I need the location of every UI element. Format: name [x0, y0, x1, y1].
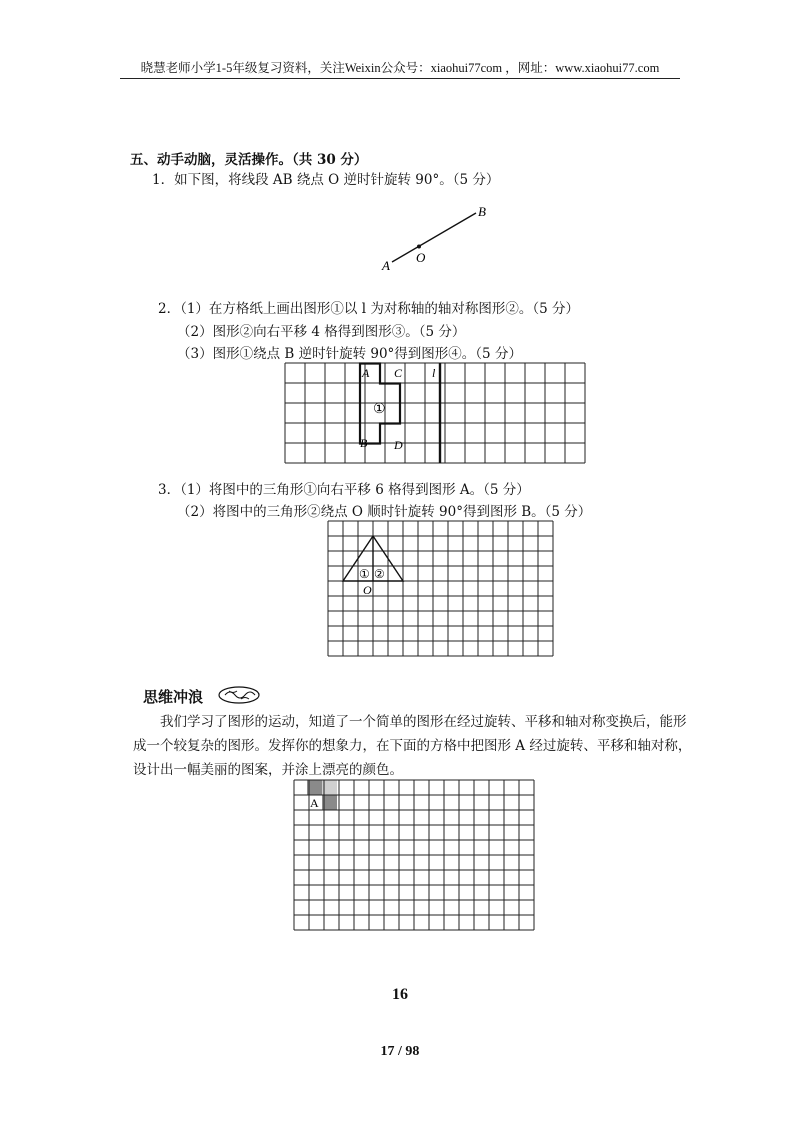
label-a: A: [310, 796, 319, 810]
extra-para-3: 设计出一幅美丽的图案，并涂上漂亮的颜色。: [133, 762, 403, 778]
q3-grid: [325, 520, 555, 662]
extra-para-1: 我们学习了图形的运动，知道了一个简单的图形在经过旋转、平移和轴对称变换后，能形: [160, 714, 687, 730]
label-figure-1: ①: [373, 402, 386, 417]
extra-title: 思维冲浪: [143, 688, 204, 706]
extra-para-2: 成一个较复杂的图形。发挥你的想象力，在下面的方格中把图形 A 经过旋转、平移和轴对称，: [133, 738, 692, 754]
q2-line2: （2）图形②向右平移 4 格得到图形③。（5 分）: [177, 324, 466, 340]
section-title: 五、动手动脑，灵活操作。（共 30 分）: [130, 152, 368, 168]
label-figure-1: ①: [359, 567, 370, 581]
label-b: B: [360, 436, 368, 450]
header-divider: [120, 78, 680, 79]
segment-ab: [392, 213, 476, 262]
page-number: 16: [392, 986, 408, 1003]
design-grid: [292, 775, 547, 937]
q3-grid-lines: [328, 521, 553, 656]
q2-grid: [282, 360, 592, 472]
q2-line3: （3）图形①绕点 B 逆时针旋转 90°得到图形④。（5 分）: [177, 346, 522, 362]
q3-line2: （2）将图中的三角形②绕点 O 顺时针旋转 90°得到图形 B。（5 分）: [177, 504, 592, 520]
label-o: O: [416, 250, 426, 265]
q1-figure: [370, 200, 510, 280]
q2-line1: 2．（1）在方格纸上画出图形①以 l 为对称轴的轴对称图形②。（5 分）: [158, 301, 579, 317]
label-figure-2: ②: [374, 567, 385, 581]
label-a: A: [382, 258, 390, 273]
label-l: l: [432, 366, 436, 380]
label-a: A: [362, 366, 370, 380]
label-o: O: [363, 583, 372, 597]
q1-text: 1．如下图，将线段 AB 绕点 O 逆时针旋转 90°。（5 分）: [152, 172, 500, 188]
brain-icon: [215, 683, 265, 705]
q3-line1: 3．（1）将图中的三角形①向右平移 6 格得到图形 A。（5 分）: [158, 482, 530, 498]
point-o: [417, 245, 421, 249]
label-c: C: [394, 366, 403, 380]
label-b: B: [478, 204, 486, 219]
pager: 17 / 98: [380, 1044, 420, 1059]
page-header: 晓慧老师小学1-5年级复习资料，关注Weixin公众号：xiaohui77com ，网址：www.xiaohui77.com: [140, 61, 660, 75]
label-d: D: [394, 438, 403, 452]
